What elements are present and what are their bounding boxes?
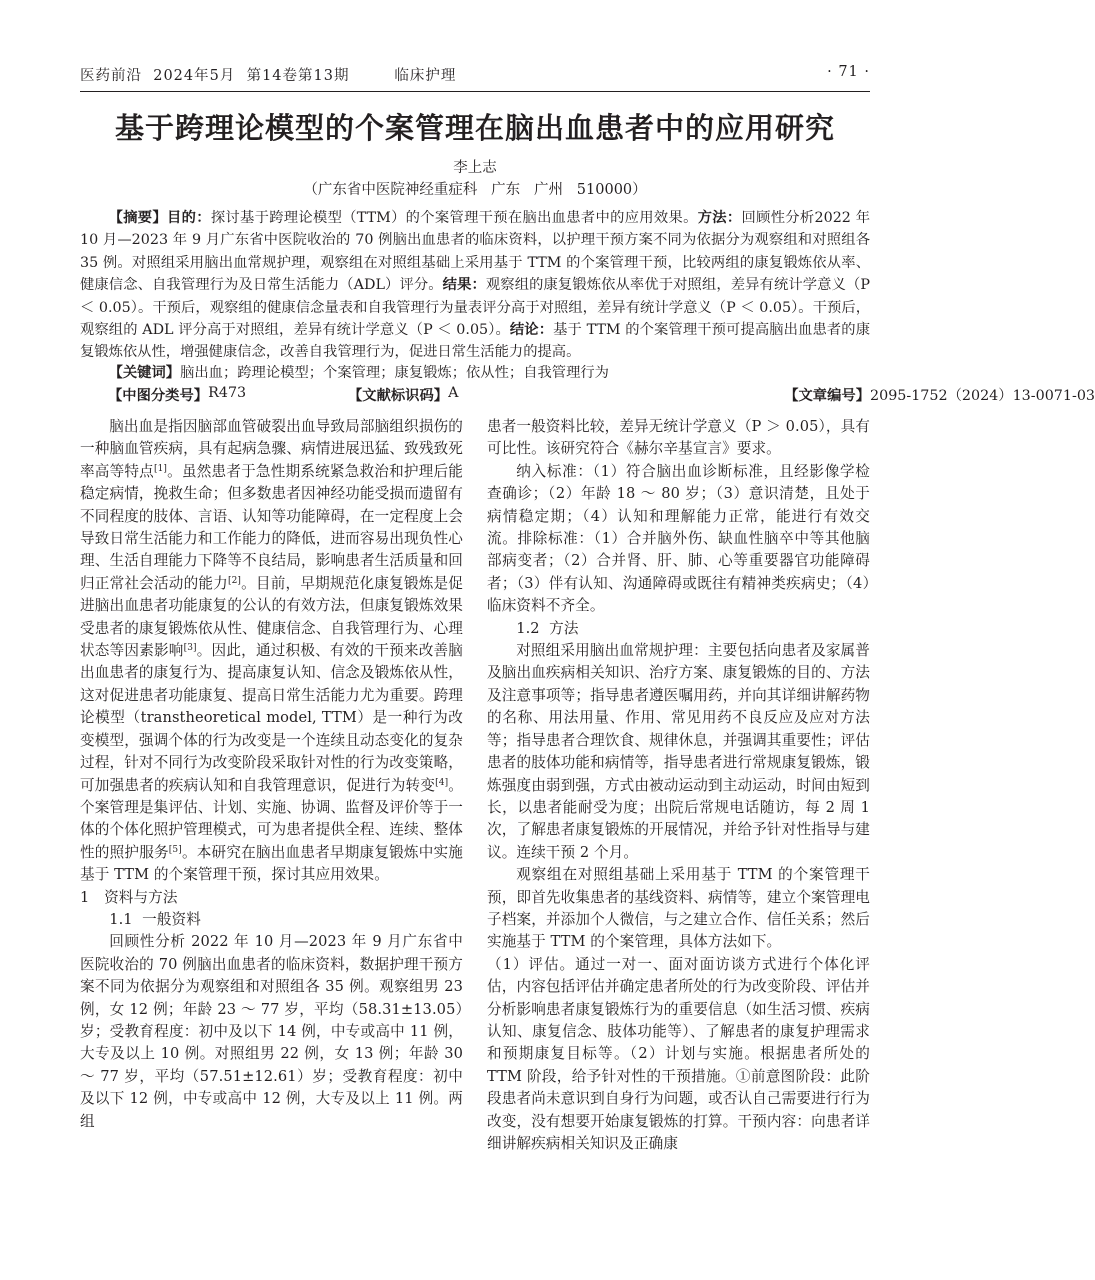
intro-text-3: 。目前，早期规范化康复锻炼是促进脑出血患者功能康复的公认的有效方法，但康复锻炼效果受患者的康复锻炼依从性、健康信念、自我管理行为、心理状态等因素影响 bbox=[80, 574, 463, 660]
keywords bbox=[80, 362, 870, 382]
doc-label: 【文献标识码】 bbox=[348, 388, 449, 404]
abstract bbox=[80, 207, 870, 364]
methods-text: 回顾性分析2022 年 10 月—2023 年 9 月广东省中医院收治的 70 例脑出血患者的临床资料，以护理干预方案不同为依据分为观察组和对照组各 35 例。对照组采用脑出血常规护理，观察组在对照组基础上采用基于 TTM 的个案管理干预，比较两组的康复锻炼依从率、健康信念、自我管理行为及日常生活能力（ADL）评分。 bbox=[80, 210, 871, 294]
citation-5: [5] bbox=[168, 844, 182, 855]
article-title: 基于跨理论模型的个案管理在脑出血患者中的应用研究 bbox=[114, 111, 835, 145]
section-heading-1: 1 资料与方法 bbox=[80, 888, 178, 906]
citation-1: [1] bbox=[153, 463, 168, 474]
intro-paragraph bbox=[80, 416, 463, 887]
header-rule bbox=[80, 91, 870, 92]
keywords-label: 【关键词】 bbox=[108, 365, 181, 381]
citation-3: [3] bbox=[183, 643, 197, 654]
results-text: 观察组的康复锻炼依从率优于对照组，差异有统计学意义（P ＜ 0.05）。干预后，观察组的健康信念量表和自我管理行为量表评分高于对照组，差异有统计学意义（P ＜ 0.05）。干预后，观察组的 ADL 评分高于对照组，差异有统计学意义（P ＜ 0.05）。 bbox=[80, 277, 871, 339]
intro-text-5: 。个案管理是集评估、计划、实施、协调、监督及评价等于一体的个体化照护管理模式，可为患者提供全程、连续、整体性的照护服务 bbox=[80, 776, 464, 861]
methods-label: 方法： bbox=[697, 210, 742, 226]
doc-value: A bbox=[448, 385, 459, 401]
running-header bbox=[80, 58, 870, 88]
doc-code bbox=[348, 385, 459, 405]
clc-label: 【中图分类号】 bbox=[108, 388, 209, 404]
objective-label: 目的： bbox=[167, 210, 211, 226]
criteria-paragraph: 纳入标准：（1）符合脑出血诊断标准，且经影像学检查确诊；（2）年龄 18 ～ 80 岁；（3）意识清楚，且处于病情稳定期；（4）认知和理解能力正常，能进行有效交流。排除标准：（1）合并脑外伤、缺血性脑卒中等其他脑部病变者；（2）合并肾、肝、肺、心等重要器官功能障碍者；（3）伴有认知、沟通障碍或既往有精神类疾病史；（4）临床资料不齐全。 bbox=[487, 462, 870, 615]
classification-line bbox=[80, 385, 1095, 407]
journal-info: 医药前沿 2024年5月 第14卷第13期 临床护理 bbox=[80, 68, 457, 84]
affiliation: （广东省中医院神经重症科 广东 广州 510000） bbox=[303, 182, 647, 198]
section-heading-1-1: 1.1 一般资料 bbox=[109, 910, 201, 928]
conclusion-label: 结论： bbox=[509, 322, 554, 339]
intro-text-1: 脑出血是指因脑部血管破裂出血导致局部脑组织损伤的一种脑血管疾病，具有起病急骤、病情进展迅猛、致残致死率高等特点 bbox=[80, 418, 463, 480]
intro-text-4: 。因此，通过积极、有效的干预来改善脑出血患者的康复行为、提高康复认知、信念及锻炼依从性，这对促进患者功能康复、提高日常生活能力尤为重要。跨理论模型（transtheoretical model, TTM）是一种行为改变模型，强调个体的行为改变是一个连续且动态变化的复杂过程，针对不同行为改变阶段采取针对性的行为改变策略，可加强患者的疾病认知和自我管理意识，促进行为转变 bbox=[80, 642, 464, 794]
general-data-paragraph: 回顾性分析 2022 年 10 月—2023 年 9 月广东省中医院收治的 70 例脑出血患者的临床资料，数据护理干预方案不同为依据分为观察组和对照组各 35 例。观察组男 23 例，女 12 例；年龄 23 ～ 77 岁，平均（58.31±13.05）岁；受教育程度：初中及以下 14 例，中专或高中 11 例，大专及以上 10 例。对照组男 22 例，女 13 例；年龄 30 ～ 77 岁，平均（57.51±12.61）岁；受教育程度：初中及以下 12 例，中专或高中 12 例，大专及以上 11 例。两组 bbox=[80, 933, 463, 1130]
clc-code bbox=[108, 385, 247, 405]
clc-value: R473 bbox=[208, 385, 247, 401]
comparability-paragraph: 患者一般资料比较，差异无统计学意义（P ＞ 0.05），具有可比性。该研究符合《赫尔辛基宣言》要求。 bbox=[487, 418, 870, 458]
keywords-text: 脑出血；跨理论模型；个案管理；康复锻炼；依从性；自我管理行为 bbox=[180, 365, 609, 381]
conclusion-text: 基于 TTM 的个案管理干预可提高脑出血患者的康复锻炼依从性，增强健康信念，改善自我管理行为，促进日常生活能力的提高。 bbox=[80, 322, 870, 361]
page-number: · 71 · bbox=[827, 64, 870, 80]
article-label: 【文章编号】 bbox=[784, 388, 870, 404]
section-heading-1-2: 1.2 方法 bbox=[516, 619, 579, 637]
intro-text-2: 。虽然患者于急性期系统紧急救治和护理后能稳定病情，挽救生命；但多数患者因神经功能受损而遗留有不同程度的肢体、言语、认知等功能障碍，在一定程度上会导致日常生活能力和工作能力的降低，进而容易出现负性心理、生活自理能力下降等不良结局，影响患者生活质量和回归正常社会活动的能力 bbox=[80, 462, 463, 592]
citation-2: [2] bbox=[227, 575, 242, 586]
results-label: 结果： bbox=[442, 277, 486, 294]
ttm-steps-paragraph: （1）评估。通过一对一、面对面访谈方式进行个体化评估，内容包括评估并确定患者所处的行为改变阶段、评估并分析影响患者康复锻炼行为的重要信息（如生活习惯、疾病认知、康复信念、肢体功能等）、了解患者的康复护理需求和预期康复目标等。（2）计划与实施。根据患者所处的 TTM 阶段，给予针对性的干预措施。①前意图阶段：此阶段患者尚未意识到自身行为问题，或否认自己需要进行行为改变，没有想要开始康复锻炼的打算。干预内容：向患者详细讲解疾病相关知识及正确康 bbox=[487, 955, 870, 1152]
objective-text: 探讨基于跨理论模型（TTM）的个案管理干预在脑出血患者中的应用效果。 bbox=[210, 210, 698, 226]
citation-4: [4] bbox=[435, 777, 449, 788]
intro-text-6: 。本研究在脑出血患者早期康复锻炼中实施基于 TTM 的个案管理干预，探讨其应用效果。 bbox=[80, 843, 464, 884]
abstract-label: 【摘要】 bbox=[108, 210, 167, 226]
right-column bbox=[487, 416, 870, 1155]
author: 李上志 bbox=[453, 160, 497, 176]
control-method-paragraph: 对照组采用脑出血常规护理：主要包括向患者及家属普及脑出血疾病相关知识、治疗方案、康复锻炼的目的、方法及注意事项等；指导患者遵医嘱用药，并向其详细讲解药物的名称、用法用量、作用、常见用药不良反应及应对方法等；指导患者合理饮食、规律休息，并强调其重要性；评估患者的肢体功能和病情等，指导患者进行常规康复锻炼，锻炼强度由弱到强，方式由被动运动到主动运动，时间由短到长，以患者能耐受为度；出院后常规电话随访，每 2 周 1 次，了解患者康复锻炼的开展情况，并给予针对性指导与建议。连续干预 2 个月。 bbox=[487, 642, 870, 861]
article-number bbox=[784, 385, 1095, 405]
observation-method-paragraph: 观察组在对照组基础上采用基于 TTM 的个案管理干预，即首先收集患者的基线资料、病情等，建立个案管理电子档案，并添加个人微信，与之建立合作、信任关系；然后实施基于 TTM 的个案管理，具体方法如下。 bbox=[487, 866, 870, 951]
left-column bbox=[80, 416, 463, 1133]
article-value: 2095-1752（2024）13-0071-03 bbox=[870, 388, 1095, 404]
